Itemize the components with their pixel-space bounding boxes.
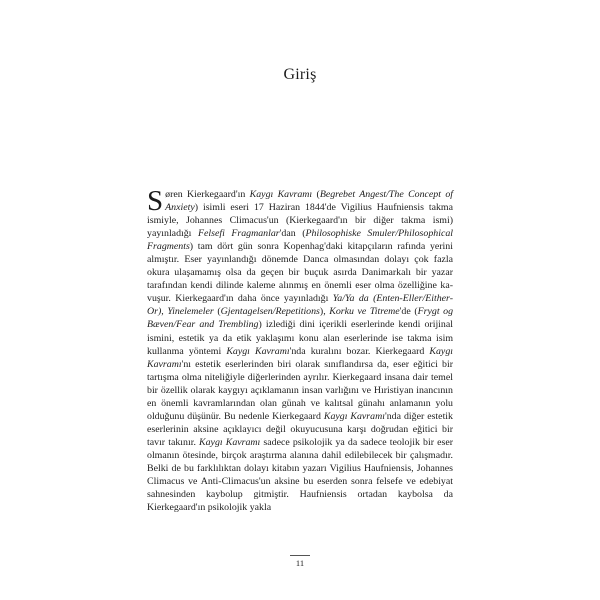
italic-title: Philosophiske Smuler/Philosophical Fragments	[147, 228, 454, 253]
text-run: ) tam dört gün sonra Kopenhag'daki kitapçıların rafında yerini almıştır. Eser yayınlandığı dönemde Danca olmasından dolayı çok fazla okura ulaşamamış olsa da geçen bir buçuk asırda Danimarkalı bir yazar tarafından kendi dilinde kaleme alınmış en önemli eser olma özelliğine kavuşur. Kierkegaard'ın daha önce yayınladığı	[147, 241, 453, 305]
text-run: ) izlediği dini içerikli eserlerinde kendi orijinal ismini, estetik ya da etik yaklaşımı konu alan eserlerinde ise takma isim kullanma yöntemi	[147, 319, 453, 357]
text-run: ),	[319, 306, 330, 318]
italic-title: Kaygı Kavramı	[147, 345, 453, 370]
drop-cap: S	[147, 185, 164, 217]
italic-title: Begrebet Angest/The Concept of Anxiety	[165, 189, 454, 214]
italic-title: Kaygı Kavramı	[249, 189, 313, 200]
body-text	[147, 185, 454, 514]
page-number: 11	[295, 558, 305, 568]
italic-title: Korku ve Titreme	[329, 306, 400, 318]
italic-title: Kaygı Kavramı	[323, 410, 385, 422]
italic-title: Ya/Ya da (Enten-Eller/Either-Or)	[147, 293, 453, 318]
italic-title: Yinelemeler	[167, 306, 214, 318]
text-run: 'nda kuralını bozar. Kierkegaard	[289, 345, 430, 357]
italic-title: Frygt og Bæven/Fear and Trembling	[147, 306, 454, 331]
text-run: (	[312, 189, 320, 200]
italic-title: Kaygı Kavramı	[226, 345, 290, 357]
text-run: 'dan (	[279, 228, 306, 240]
italic-title: Felsefi Fragmanlar	[197, 228, 280, 240]
text-run: 'nda diğer estetik eserlerinin aksine açıklayıcı değil okuyucusuna karşı doğrudan eğitici bir tavır takınır.	[147, 410, 453, 448]
italic-title: Gjentagelsen/Repetitions	[220, 306, 320, 318]
chapter-heading: Giriş	[283, 66, 317, 83]
text-run: sadece psikolojik ya da sadece teolojik bir eser olmanın ötesinde, birçok araştırma alanına dahil edilebilecek bir çalışmadır. Belki de bu farklılıktan dolayı kitabın yazarı Vigilius Haufniensis, Johannes Climacus ve Anti-Climacus'un aksine bu eserden sonra felsefe ve edebiyat sahnesinden kaybolup gitmiştir. Haufniensis ortadan kaybolsa da Kierkegaard'ın psikolojik yakla	[147, 436, 454, 514]
text-run: ) isimli eseri 17 Haziran 1844'de Vigilius Haufniensis takma ismiyle, Johannes Climacus'un (Kierkegaard'ın bir diğer takma ismi) yayınladığı	[147, 202, 453, 240]
text-run: øren Kierkegaard'ın	[165, 189, 250, 200]
text-run: 'nı estetik eserlerinden biri olarak sınıflandırsa da, eser eğitici bir tartışma olma niteliğiyle diğerlerinden ayrılır. Kierkegaard insana dair temel bir özellik olarak kaygıyı açıklamanın insan varlığını ve Hıristiyan inancının en önemli kavramlarından olan günah ve kalıtsal günahı anlamanın yolu olduğunu düşünür. Bu nedenle Kierkegaard	[147, 358, 453, 422]
text-run: ,	[161, 306, 168, 318]
intro-paragraph	[147, 185, 454, 514]
text-run: (	[213, 306, 221, 318]
folio-rule	[290, 555, 310, 556]
text-run: 'de (	[399, 306, 418, 318]
italic-title: Kaygı Kavramı	[199, 436, 261, 448]
